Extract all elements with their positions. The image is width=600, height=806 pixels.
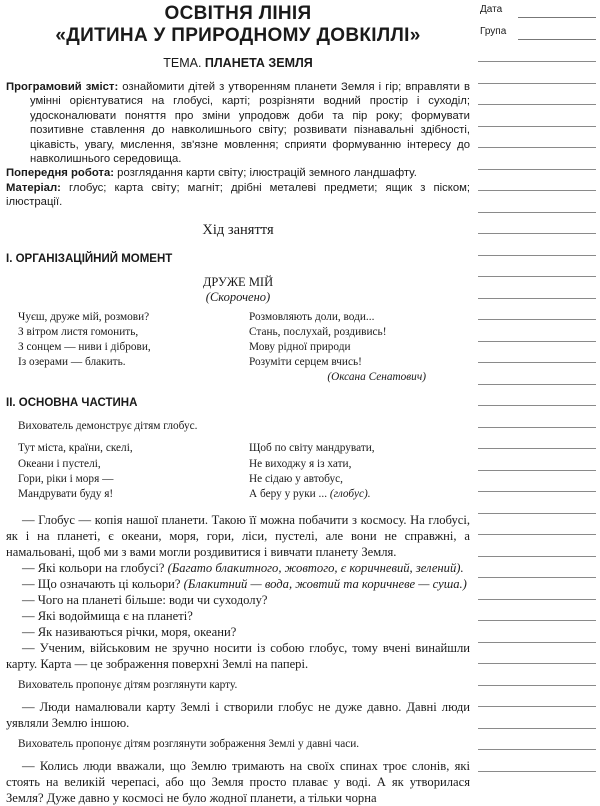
note-line: [478, 189, 596, 191]
prework-label: Попередня робота:: [6, 167, 115, 180]
question: — Що означають ці кольори?: [22, 577, 184, 592]
theme-name: ПЛАНЕТА ЗЕМЛЯ: [204, 56, 313, 70]
poem-line: Стань, послухай, роздивись!: [249, 325, 387, 338]
note-line: [478, 662, 596, 664]
teacher-note: Вихователь пропонує дітям розглянути зображення Землі у давні часи.: [18, 738, 360, 751]
note-line: [478, 705, 596, 707]
poem-subtitle: (Скорочено): [205, 289, 271, 304]
material-text: глобус; карта світу; магніт; дрібні металеві предмети; ящик з піском; ілюстрації.: [6, 181, 471, 209]
page-title-line1: ОСВІТНЯ ЛІНІЯ: [164, 3, 312, 24]
poem-stanzas: [6, 310, 470, 371]
poem-title: ДРУЖЕ МІЙ: [202, 274, 274, 289]
date-field[interactable]: [518, 16, 596, 18]
note-line: [478, 748, 596, 750]
note-line: [478, 168, 596, 170]
poem-line: Тут міста, країни, скелі,: [18, 442, 133, 455]
poem-line: Щоб по світу мандрувати,: [249, 442, 375, 455]
note-line: [478, 275, 596, 277]
note-line: [478, 770, 596, 772]
note-line: [478, 146, 596, 148]
note-line: [478, 533, 596, 535]
note-line: [478, 684, 596, 686]
prework: [6, 166, 470, 180]
lesson-page: [6, 0, 470, 806]
globe-poem: [6, 441, 470, 502]
poem-line: [249, 487, 469, 502]
note-line: [478, 361, 596, 363]
teacher-note: Вихователь демонструє дітям глобус.: [18, 420, 198, 433]
page-title-line2: «ДИТИНА У ПРИРОДНОМУ ДОВКІЛЛІ»: [55, 25, 421, 46]
note-line: [478, 60, 596, 62]
group-field[interactable]: [518, 38, 596, 40]
section2-heading: ІІ. ОСНОВНА ЧАСТИНА: [6, 397, 138, 410]
poem-line: Океани і пустелі,: [18, 457, 101, 470]
poem-line: Мову рідної природи: [249, 341, 351, 354]
poem-line: З вітром листя гомонить,: [18, 325, 139, 338]
program-content: [6, 80, 470, 166]
note-line: [478, 82, 596, 84]
poem-line: Розмовляють доли, води...: [249, 310, 375, 323]
note-line: [478, 211, 596, 213]
poem-line: Чуєш, друже мій, розмови?: [18, 310, 150, 323]
poem-line: Не виходжу я із хати,: [249, 457, 352, 470]
note-line: [478, 340, 596, 342]
paragraph: — Колись люди вважали, що Землю тримають на своїх спинах троє слонів, які стоять на великій черепасі, або що Земля просто плаває у воді. А як утворилася Земля? Дуже давно у космосі не було жодної планети, а тільки чорна: [6, 759, 470, 806]
dialogue-line: — Як називаються річки, моря, океани?: [22, 625, 237, 640]
poem-line: Не сідаю у автобус,: [249, 472, 343, 485]
poem-line: Мандрувати буду я!: [18, 488, 114, 501]
theme-prefix: ТЕМА.: [163, 56, 202, 70]
note-line: [478, 426, 596, 428]
answer: (Багато блакитного, жовтого, є коричневий, зелений).: [167, 561, 464, 576]
group-label: Група: [480, 26, 507, 37]
teacher-note: Вихователь пропонує дітям розглянути карту.: [18, 679, 238, 692]
note-line: [478, 469, 596, 471]
note-line: [478, 318, 596, 320]
poem-line: Розуміти серцем вчись!: [249, 356, 362, 369]
paragraph: — Глобус — копія нашої планети. Такою її можна побачити з космосу. На глобусі, як і на планеті, є океани, моря, гори, ліси, пустелі, але вони не справжні, а намальовані, щоб ми з вами могли роздивитися і вивчати планету Земля.: [6, 513, 470, 560]
note-line: [478, 512, 596, 514]
material: [6, 181, 470, 210]
program-text: ознайомити дітей з утворенням планети Земля і гір; вправляти в умінні орієнтуватися на глобусі, карті; розрізняти водний простір і суходіл; удосконалювати поняття про зміни упродовж доби та пір року; формувати позитивне ставлення до навколишнього світу; розвивати пізнавальні здібності, цікавість, увагу, мислення, зв'язне мовлення; сприяти формуванню інтересу до навколишнього середовища.: [30, 81, 470, 166]
note-line: [478, 254, 596, 256]
note-line: [478, 447, 596, 449]
notes-margin: [478, 0, 600, 779]
paragraph: — Люди намалювали карту Землі і створили глобус не дуже давно. Давні люди уявляли Землю іншою.: [6, 700, 470, 731]
poem-answer: (глобус).: [329, 488, 371, 501]
program-label: Програмовий зміст:: [6, 81, 119, 93]
poem-line: Гори, ріки і моря —: [18, 472, 114, 485]
note-line: [478, 103, 596, 105]
note-line: [478, 619, 596, 621]
paragraph: — Ученим, військовим не зручно носити із собою глобус, тому вчені винайшли карту. Карта — це зображення поверхні Землі на папері.: [6, 641, 470, 672]
prework-text: розглядання карти світу; ілюстрацій земного ландшафту.: [117, 167, 417, 180]
date-label: Дата: [480, 4, 503, 15]
note-line: [478, 232, 596, 234]
note-line: [478, 576, 596, 578]
note-line: [478, 383, 596, 385]
note-line: [478, 490, 596, 492]
note-line: [478, 641, 596, 643]
poem-line-plain: А беру у руки ...: [249, 488, 330, 501]
dialogue-line: [6, 560, 470, 576]
poem-line: З сонцем — ниви і діброви,: [18, 341, 151, 354]
question: — Які кольори на глобусі?: [22, 561, 168, 576]
note-line: [478, 125, 596, 127]
note-line: [478, 297, 596, 299]
lesson-title: Хід заняття: [202, 221, 274, 238]
poem-line: Із озерами — блакить.: [18, 356, 126, 369]
dialogue-line: — Чого на планеті більше: води чи суходолу?: [22, 593, 268, 608]
poem-author: (Оксана Сенатович): [327, 371, 426, 384]
note-line: [478, 555, 596, 557]
dialogue-line: — Які водоймища є на планеті?: [22, 609, 193, 624]
note-line: [478, 598, 596, 600]
section1-heading: І. ОРГАНІЗАЦІЙНИЙ МОМЕНТ: [6, 252, 173, 265]
answer: (Блакитний — вода, жовтий та коричневе — суша.): [183, 577, 467, 592]
material-label: Матеріал:: [6, 181, 61, 194]
dialogue-line: [6, 576, 470, 592]
note-line: [478, 404, 596, 406]
note-line: [478, 727, 596, 729]
lesson-theme: [6, 56, 470, 70]
